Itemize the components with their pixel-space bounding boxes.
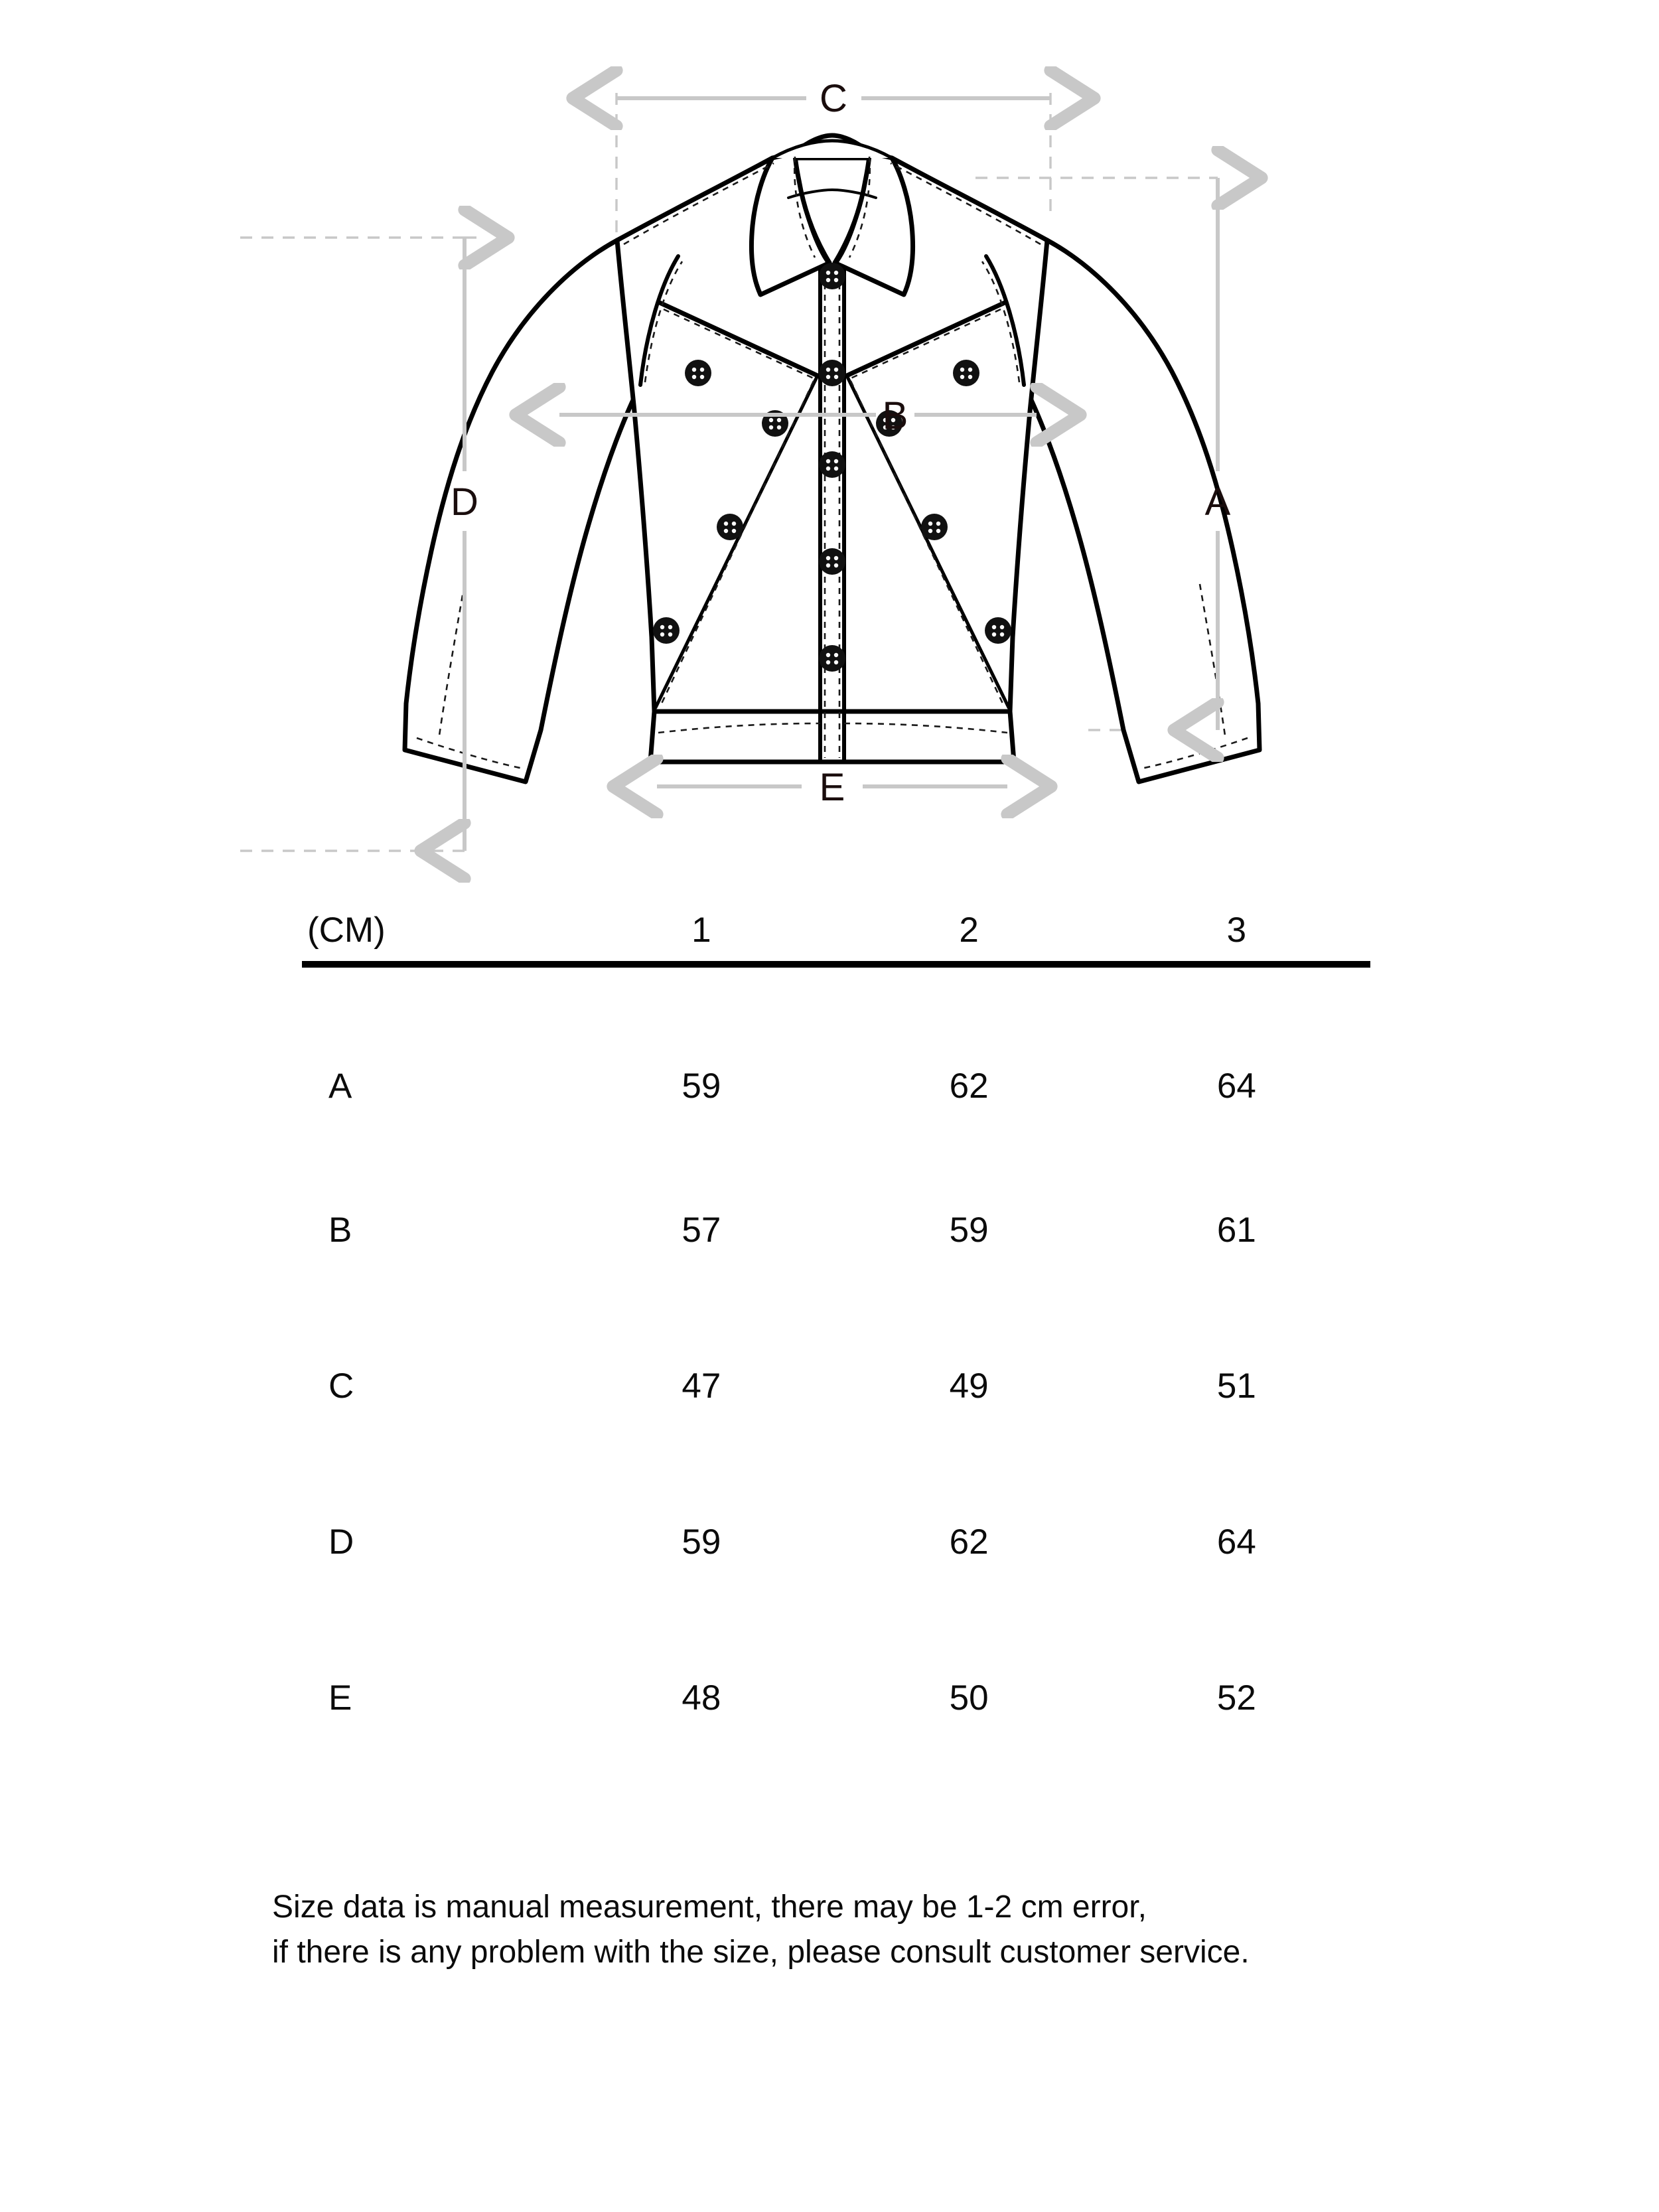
cell-c-2: 49 (949, 1366, 989, 1406)
panel-button-left (717, 514, 743, 540)
cell-b-1: 57 (682, 1211, 721, 1250)
table-row (302, 1308, 1370, 1464)
table-row (302, 1152, 1370, 1308)
dimension-label-e: E (819, 766, 845, 809)
size-column-header-3: 3 (1226, 911, 1247, 950)
placket-button (819, 645, 845, 672)
dimension-label-b: B (882, 394, 908, 437)
cell-a-2: 62 (949, 1066, 989, 1106)
measurement-key-b: B (328, 1211, 352, 1250)
table-row (302, 1464, 1370, 1620)
table-body (302, 964, 1370, 1776)
dimension-label-c: C (820, 77, 847, 120)
placket-button (819, 360, 845, 386)
cell-d-2: 62 (949, 1522, 989, 1562)
disclaimer-line-2: if there is any problem with the size, please consult customer service. (272, 1935, 1250, 1970)
measurement-key-d: D (328, 1522, 354, 1562)
measurement-key-e: E (328, 1678, 352, 1718)
placket-button (819, 451, 845, 478)
placket-button (819, 263, 845, 289)
panel-button-right (953, 360, 979, 386)
measurement-key-a: A (328, 1066, 352, 1106)
cell-c-1: 47 (682, 1366, 721, 1406)
table-row (302, 1620, 1370, 1776)
table-header-row (302, 889, 1370, 964)
neckline-edge (772, 141, 892, 158)
dimension-label-d: D (451, 480, 478, 524)
cell-e-1: 48 (682, 1678, 721, 1718)
cell-e-3: 52 (1216, 1678, 1256, 1718)
size-column-header-1: 1 (691, 911, 711, 950)
size-column-header-2: 2 (959, 911, 979, 950)
hem-band (650, 711, 1014, 762)
jacket-body (617, 158, 1047, 711)
placket-button (819, 548, 845, 575)
size-chart-table (302, 889, 1370, 1776)
measurement-key-c: C (328, 1366, 354, 1406)
size-table-section (0, 889, 1659, 1776)
table-row (302, 964, 1370, 1152)
cell-a-3: 64 (1216, 1066, 1256, 1106)
cell-a-1: 59 (682, 1066, 721, 1106)
size-disclaimer (272, 1885, 1533, 1975)
cell-e-2: 50 (949, 1678, 989, 1718)
cell-d-1: 59 (682, 1522, 721, 1562)
panel-button-left (653, 617, 680, 644)
garment-technical-flat-svg (0, 0, 1659, 889)
cell-b-3: 61 (1216, 1211, 1256, 1250)
cell-c-3: 51 (1216, 1366, 1256, 1406)
garment-illustration-panel (0, 0, 1659, 889)
disclaimer-line-1: Size data is manual measurement, there may be 1-2 cm error, (272, 1889, 1147, 1925)
panel-button-left (685, 360, 711, 386)
left-sleeve (405, 240, 640, 782)
unit-header: (CM) (307, 911, 386, 950)
dimension-label-a: A (1204, 480, 1231, 524)
table-header (302, 889, 1370, 964)
cell-b-2: 59 (949, 1211, 989, 1250)
panel-button-right (921, 514, 948, 540)
cell-d-3: 64 (1216, 1522, 1256, 1562)
panel-button-right (985, 617, 1011, 644)
